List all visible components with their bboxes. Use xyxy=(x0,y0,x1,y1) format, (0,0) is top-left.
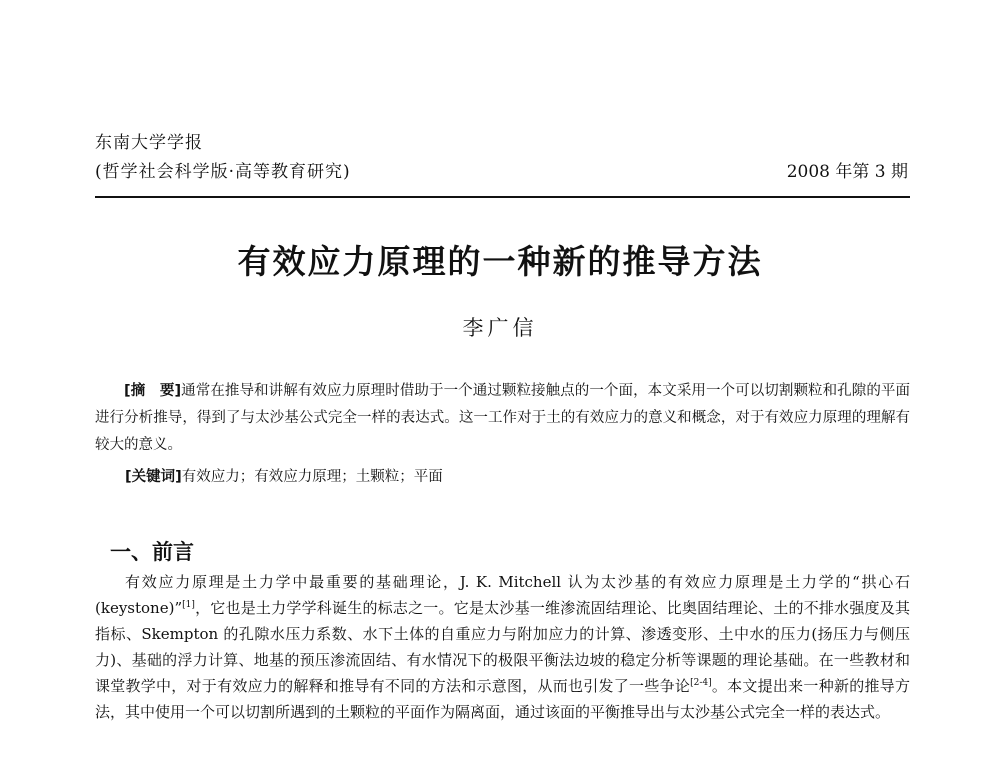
body-text-part-2: ，它也是土力学学科诞生的标志之一。它是太沙基一维渗流固结理论、比奥固结理论、土的不排水强度及其指标、Skempton 的孔隙水压力系数、水下土体的自重应力与附加应力的计算、渗透变形、土中水的压力(扬压力与侧压力)、基础的浮力计算、地基的预压渗流固结、有水情况下的极限平衡法边坡的稳定分析等课题的理论基础。在一些教材和课堂教学中，对于有效应力的解释和推导有不同的方法和示意图，从而也引发了一些争论 xyxy=(95,599,910,695)
abstract-text: 通常在推导和讲解有效应力原理时借助于一个通过颗粒接触点的一个面，本文采用一个可以切割颗粒和孔隙的平面进行分析推导，得到了与太沙基公式完全一样的表达式。这一工作对于土的有效应力的意义和概念，对于有效应力原理的理解有较大的意义。 xyxy=(95,383,910,453)
abstract-label: [摘 要] xyxy=(124,383,182,399)
article-title: 有效应力原理的一种新的推导方法 xyxy=(237,242,763,281)
citation-1: [1] xyxy=(182,600,195,610)
header-rule xyxy=(95,196,910,198)
keywords-label: [关键词] xyxy=(125,469,182,485)
body-paragraph xyxy=(95,569,910,725)
body-text-part-1: 有效应力原理是土力学中最重要的基础理论，J. K. Mitchell 认为太沙基的有效应力原理是土力学的“拱心石(keystone)” xyxy=(95,573,910,617)
author-name: 李广信 xyxy=(462,316,538,340)
journal-name: 东南大学学报 xyxy=(95,133,203,153)
body-text-part-3: 。本文提出来一种新的推导方法，其中使用一个可以切割所遇到的土颗粒的平面作为隔离面，通过该面的平衡推导出与太沙基公式完全一样的表达式。 xyxy=(95,677,910,721)
abstract xyxy=(95,378,910,459)
issue-info: 2008 年第 3 期 xyxy=(786,162,908,182)
journal-subtitle: (哲学社会科学版·高等教育研究) xyxy=(95,162,351,182)
keywords xyxy=(125,465,443,486)
section-heading: 一、前言 xyxy=(110,540,194,564)
keywords-text: 有效应力；有效应力原理；土颗粒；平面 xyxy=(181,469,443,485)
citation-2: [2-4] xyxy=(690,678,712,688)
